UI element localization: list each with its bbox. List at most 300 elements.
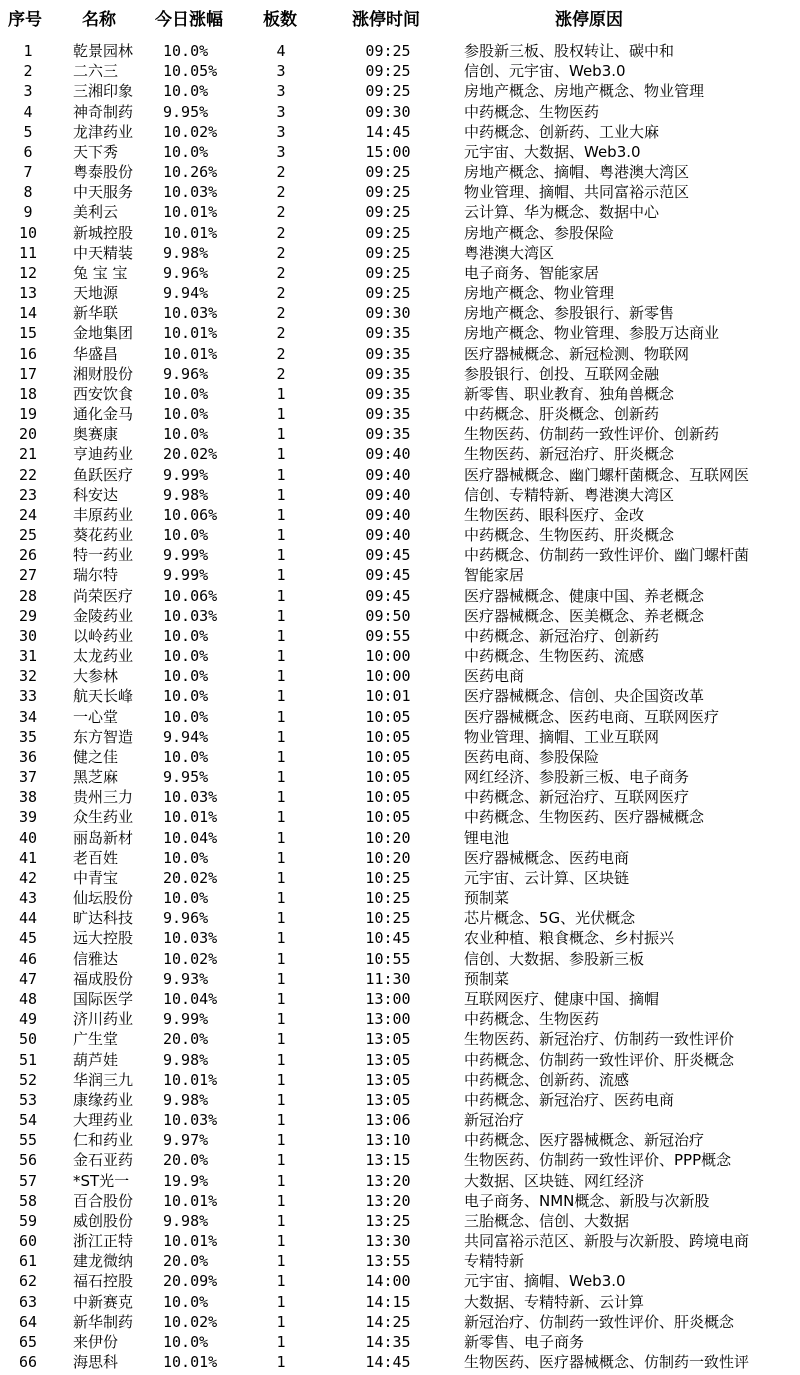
limit-up-time: 11:30 bbox=[365, 969, 411, 988]
limit-up-time: 14:35 bbox=[365, 1332, 411, 1351]
limit-up-reason: 新冠治疗 bbox=[464, 1111, 525, 1129]
limit-up-time: 10:00 bbox=[365, 647, 411, 666]
limit-up-reason: 信创、元宇宙、Web3.0 bbox=[464, 62, 626, 81]
stock-name: 海思科 bbox=[73, 1353, 119, 1372]
limit-up-reason: 大数据、专精特新、云计算 bbox=[464, 1292, 645, 1311]
board-count: 2 bbox=[276, 163, 286, 182]
limit-up-time: 09:45 bbox=[365, 586, 411, 605]
row-index: 5 bbox=[23, 122, 33, 141]
change-percent: 9.95% bbox=[163, 768, 209, 787]
change-percent: 10.06% bbox=[163, 505, 218, 524]
table-row bbox=[0, 807, 800, 827]
stock-name: 二六三 bbox=[73, 62, 119, 81]
board-count: 2 bbox=[276, 304, 286, 323]
limit-up-time: 13:10 bbox=[365, 1131, 411, 1150]
limit-up-reason: 中药概念、生物医药 bbox=[464, 1010, 600, 1029]
table-row bbox=[0, 1150, 800, 1170]
stock-name: 航天长峰 bbox=[73, 687, 134, 706]
board-count: 1 bbox=[276, 485, 286, 504]
board-count: 1 bbox=[276, 1030, 286, 1049]
stock-name: 福石控股 bbox=[73, 1272, 134, 1291]
limit-up-reason: 医疗器械概念、信创、央企国资改革 bbox=[464, 687, 705, 706]
limit-up-reason: 医疗器械概念、医药电商 bbox=[464, 848, 630, 867]
row-index: 39 bbox=[18, 808, 38, 827]
board-count: 1 bbox=[276, 1010, 286, 1029]
change-percent: 10.0% bbox=[163, 425, 209, 444]
board-count: 1 bbox=[276, 747, 286, 766]
stock-name: 新城控股 bbox=[73, 223, 134, 242]
table-row bbox=[0, 1312, 800, 1332]
stock-name: 广生堂 bbox=[73, 1030, 119, 1049]
board-count: 3 bbox=[276, 142, 286, 161]
stock-name: 中天精装 bbox=[73, 243, 134, 262]
stock-name: 新华制药 bbox=[73, 1312, 134, 1331]
row-index: 35 bbox=[18, 727, 38, 746]
stock-name: 建龙微纳 bbox=[73, 1252, 134, 1271]
row-index: 55 bbox=[18, 1131, 38, 1150]
limit-up-time: 09:25 bbox=[365, 82, 411, 101]
table-row bbox=[0, 666, 800, 686]
table-row bbox=[0, 424, 800, 444]
board-count: 1 bbox=[276, 586, 286, 605]
row-index: 59 bbox=[18, 1211, 38, 1230]
limit-up-reason: 生物医药、仿制药一致性评价、创新药 bbox=[464, 425, 720, 444]
change-percent: 10.0% bbox=[163, 707, 209, 726]
board-count: 1 bbox=[276, 1332, 286, 1351]
table-row bbox=[0, 908, 800, 928]
limit-up-reason: 新零售、职业教育、独角兽概念 bbox=[464, 384, 675, 403]
row-index: 41 bbox=[18, 848, 38, 867]
limit-up-time: 09:40 bbox=[365, 465, 411, 484]
stock-name: 国际医学 bbox=[73, 989, 134, 1008]
limit-up-time: 09:35 bbox=[365, 384, 411, 403]
table-row bbox=[0, 787, 800, 807]
board-count: 3 bbox=[276, 122, 286, 141]
row-index: 57 bbox=[18, 1171, 38, 1190]
row-index: 31 bbox=[18, 647, 38, 666]
change-percent: 10.02% bbox=[163, 122, 218, 141]
change-percent: 9.96% bbox=[163, 909, 209, 928]
table-row bbox=[0, 1009, 800, 1029]
board-count: 1 bbox=[276, 929, 286, 948]
limit-up-reason: 生物医药、医疗器械概念、仿制药一致性评 bbox=[464, 1353, 750, 1372]
stock-name: 康缘药业 bbox=[73, 1090, 134, 1109]
row-index: 18 bbox=[18, 384, 38, 403]
change-percent: 10.03% bbox=[163, 1111, 218, 1129]
limit-up-reason: 生物医药、仿制药一致性评价、PPP概念 bbox=[464, 1151, 732, 1170]
board-count: 1 bbox=[276, 1151, 286, 1170]
header-change: 今日涨幅 bbox=[155, 10, 223, 30]
limit-up-time: 13:25 bbox=[365, 1211, 411, 1230]
row-index: 28 bbox=[18, 586, 38, 605]
stock-name: 金陵药业 bbox=[73, 606, 134, 625]
board-count: 1 bbox=[276, 808, 286, 827]
table-row bbox=[0, 1110, 800, 1130]
limit-up-time: 10:05 bbox=[365, 727, 411, 746]
row-index: 2 bbox=[23, 62, 33, 81]
change-percent: 10.0% bbox=[163, 647, 209, 666]
limit-up-reason: 中药概念、新冠治疗、创新药 bbox=[464, 626, 660, 645]
stock-name: 来伊份 bbox=[73, 1332, 119, 1351]
limit-up-time: 09:40 bbox=[365, 526, 411, 545]
row-index: 50 bbox=[18, 1030, 38, 1049]
board-count: 1 bbox=[276, 647, 286, 666]
board-count: 3 bbox=[276, 82, 286, 101]
change-percent: 9.98% bbox=[163, 1211, 209, 1230]
change-percent: 10.0% bbox=[163, 747, 209, 766]
change-percent: 9.98% bbox=[163, 485, 209, 504]
change-percent: 10.05% bbox=[163, 62, 218, 81]
row-index: 54 bbox=[18, 1111, 38, 1129]
limit-up-reason: 医疗器械概念、医美概念、养老概念 bbox=[464, 606, 705, 625]
stock-name: 兔 宝 宝 bbox=[73, 263, 128, 282]
limit-up-reason: 医药电商 bbox=[464, 667, 525, 686]
table-row bbox=[0, 1211, 800, 1231]
limit-up-reason: 房地产概念、物业管理 bbox=[464, 284, 615, 303]
stock-name: 仙坛股份 bbox=[73, 889, 134, 908]
limit-up-reason: 信创、专精特新、粤港澳大湾区 bbox=[464, 485, 675, 504]
board-count: 1 bbox=[276, 1050, 286, 1069]
stock-name: 奥赛康 bbox=[73, 425, 119, 444]
limit-up-time: 09:50 bbox=[365, 606, 411, 625]
table-row bbox=[0, 1070, 800, 1090]
table-row bbox=[0, 1332, 800, 1352]
stock-name: *ST光一 bbox=[73, 1171, 130, 1190]
change-percent: 10.0% bbox=[163, 889, 209, 908]
change-percent: 10.03% bbox=[163, 929, 218, 948]
row-index: 6 bbox=[23, 142, 33, 161]
board-count: 1 bbox=[276, 606, 286, 625]
row-index: 29 bbox=[18, 606, 38, 625]
limit-up-reason: 预制菜 bbox=[464, 889, 510, 908]
limit-up-time: 09:35 bbox=[365, 405, 411, 424]
row-index: 64 bbox=[18, 1312, 38, 1331]
change-percent: 10.0% bbox=[163, 626, 209, 645]
limit-up-reason: 中药概念、生物医药、肝炎概念 bbox=[464, 526, 675, 545]
change-percent: 20.09% bbox=[163, 1272, 218, 1291]
change-percent: 10.0% bbox=[163, 1332, 209, 1351]
row-index: 56 bbox=[18, 1151, 38, 1170]
table-row bbox=[0, 1271, 800, 1291]
table-row bbox=[0, 1029, 800, 1049]
row-index: 53 bbox=[18, 1090, 38, 1109]
limit-up-reason: 元宇宙、云计算、区块链 bbox=[464, 868, 630, 887]
stock-name: 天下秀 bbox=[73, 142, 119, 161]
change-percent: 10.01% bbox=[163, 1191, 218, 1210]
limit-up-time: 10:45 bbox=[365, 929, 411, 948]
limit-up-time: 10:05 bbox=[365, 808, 411, 827]
row-index: 22 bbox=[18, 465, 38, 484]
row-index: 36 bbox=[18, 747, 38, 766]
row-index: 48 bbox=[18, 989, 38, 1008]
stock-name: 美利云 bbox=[73, 203, 119, 222]
limit-up-reason: 元宇宙、摘帽、Web3.0 bbox=[464, 1272, 626, 1291]
change-percent: 10.03% bbox=[163, 788, 218, 807]
stock-name: 东方智造 bbox=[73, 727, 134, 746]
table-row bbox=[0, 949, 800, 969]
change-percent: 10.01% bbox=[163, 808, 218, 827]
table-row bbox=[0, 1191, 800, 1211]
change-percent: 10.01% bbox=[163, 324, 218, 343]
limit-up-reason: 芯片概念、5G、光伏概念 bbox=[464, 909, 636, 928]
board-count: 1 bbox=[276, 727, 286, 746]
row-index: 23 bbox=[18, 485, 38, 504]
limit-up-reason: 医疗器械概念、幽门螺杆菌概念、互联网医 bbox=[464, 465, 750, 484]
stock-name: 济川药业 bbox=[73, 1010, 134, 1029]
limit-up-time: 13:05 bbox=[365, 1030, 411, 1049]
change-percent: 10.0% bbox=[163, 1292, 209, 1311]
table-row bbox=[0, 606, 800, 626]
table-row bbox=[0, 81, 800, 101]
row-index: 30 bbox=[18, 626, 38, 645]
limit-up-reason: 网红经济、参股新三板、电子商务 bbox=[464, 768, 690, 787]
table-row bbox=[0, 243, 800, 263]
row-index: 8 bbox=[23, 183, 33, 202]
row-index: 7 bbox=[23, 163, 33, 182]
change-percent: 9.96% bbox=[163, 364, 209, 383]
change-percent: 9.97% bbox=[163, 1131, 209, 1150]
stock-name: 葫芦娃 bbox=[73, 1050, 119, 1069]
board-count: 1 bbox=[276, 889, 286, 908]
row-index: 62 bbox=[18, 1272, 38, 1291]
stock-name: 黑芝麻 bbox=[73, 768, 119, 787]
limit-up-time: 09:25 bbox=[365, 183, 411, 202]
limit-up-time: 15:00 bbox=[365, 142, 411, 161]
stock-name: 中天服务 bbox=[73, 183, 134, 202]
limit-up-time: 13:20 bbox=[365, 1191, 411, 1210]
limit-up-reason: 物业管理、摘帽、共同富裕示范区 bbox=[464, 183, 690, 202]
board-count: 1 bbox=[276, 1312, 286, 1331]
limit-up-reason: 互联网医疗、健康中国、摘帽 bbox=[464, 989, 660, 1008]
board-count: 2 bbox=[276, 364, 286, 383]
change-percent: 10.0% bbox=[163, 405, 209, 424]
limit-up-time: 13:05 bbox=[365, 1090, 411, 1109]
change-percent: 10.01% bbox=[163, 1070, 218, 1089]
limit-up-reason: 医疗器械概念、健康中国、养老概念 bbox=[464, 586, 705, 605]
limit-up-reason: 物业管理、摘帽、工业互联网 bbox=[464, 727, 660, 746]
board-count: 1 bbox=[276, 768, 286, 787]
limit-up-time: 09:35 bbox=[365, 425, 411, 444]
row-index: 15 bbox=[18, 324, 38, 343]
table-row bbox=[0, 223, 800, 243]
stock-name: 龙津药业 bbox=[73, 122, 134, 141]
board-count: 1 bbox=[276, 868, 286, 887]
row-index: 42 bbox=[18, 868, 38, 887]
board-count: 1 bbox=[276, 848, 286, 867]
limit-up-reason: 中药概念、生物医药、流感 bbox=[464, 647, 645, 666]
limit-up-reason: 中药概念、肝炎概念、创新药 bbox=[464, 405, 660, 424]
table-row bbox=[0, 364, 800, 384]
board-count: 1 bbox=[276, 949, 286, 968]
board-count: 1 bbox=[276, 667, 286, 686]
limit-up-time: 14:15 bbox=[365, 1292, 411, 1311]
table-row bbox=[0, 61, 800, 81]
stock-name: 以岭药业 bbox=[73, 626, 134, 645]
table-row bbox=[0, 263, 800, 283]
table-row bbox=[0, 323, 800, 343]
table-row bbox=[0, 707, 800, 727]
board-count: 1 bbox=[276, 405, 286, 424]
stock-name: 老百姓 bbox=[73, 848, 119, 867]
row-index: 10 bbox=[18, 223, 38, 242]
limit-up-reason: 房地产概念、参股银行、新零售 bbox=[464, 304, 675, 323]
change-percent: 10.01% bbox=[163, 1353, 218, 1372]
table-row bbox=[0, 545, 800, 565]
limit-up-time: 09:45 bbox=[365, 546, 411, 565]
limit-up-time: 09:40 bbox=[365, 505, 411, 524]
limit-up-reason: 参股银行、创投、互联网金融 bbox=[464, 364, 660, 383]
table-row bbox=[0, 747, 800, 767]
change-percent: 19.9% bbox=[163, 1171, 209, 1190]
change-percent: 10.01% bbox=[163, 1232, 218, 1251]
stock-name: 太龙药业 bbox=[73, 647, 134, 666]
stock-name: 中青宝 bbox=[73, 868, 119, 887]
change-percent: 9.99% bbox=[163, 465, 209, 484]
board-count: 1 bbox=[276, 626, 286, 645]
board-count: 1 bbox=[276, 1232, 286, 1251]
board-count: 1 bbox=[276, 1131, 286, 1150]
table-row bbox=[0, 162, 800, 182]
limit-up-reason: 农业种植、粮食概念、乡村振兴 bbox=[464, 929, 675, 948]
limit-up-time: 10:01 bbox=[365, 687, 411, 706]
limit-up-reason: 生物医药、眼科医疗、金改 bbox=[464, 505, 645, 524]
row-index: 21 bbox=[18, 445, 38, 464]
change-percent: 10.01% bbox=[163, 203, 218, 222]
stock-name: 天地源 bbox=[73, 284, 119, 303]
row-index: 4 bbox=[23, 102, 33, 121]
limit-up-reason: 共同富裕示范区、新股与次新股、跨境电商 bbox=[464, 1232, 750, 1251]
stock-name: 丽岛新材 bbox=[73, 828, 134, 847]
limit-up-reason: 医疗器械概念、新冠检测、物联网 bbox=[464, 344, 690, 363]
limit-up-reason: 房地产概念、摘帽、粤港澳大湾区 bbox=[464, 163, 690, 182]
board-count: 3 bbox=[276, 62, 286, 81]
limit-up-time: 10:20 bbox=[365, 848, 411, 867]
change-percent: 10.04% bbox=[163, 828, 218, 847]
change-percent: 9.99% bbox=[163, 1010, 209, 1029]
limit-up-time: 09:40 bbox=[365, 485, 411, 504]
row-index: 20 bbox=[18, 425, 38, 444]
board-count: 1 bbox=[276, 828, 286, 847]
stock-name: 亨迪药业 bbox=[73, 445, 134, 464]
row-index: 33 bbox=[18, 687, 38, 706]
row-index: 13 bbox=[18, 284, 38, 303]
change-percent: 20.0% bbox=[163, 1030, 209, 1049]
limit-up-reason: 预制菜 bbox=[464, 969, 510, 988]
limit-up-reason: 电子商务、NMN概念、新股与次新股 bbox=[464, 1191, 710, 1210]
limit-up-reason: 中药概念、生物医药 bbox=[464, 102, 600, 121]
row-index: 3 bbox=[23, 82, 33, 101]
stock-name: 中新赛克 bbox=[73, 1292, 134, 1311]
limit-up-time: 14:25 bbox=[365, 1312, 411, 1331]
row-index: 9 bbox=[23, 203, 33, 222]
table-row bbox=[0, 1090, 800, 1110]
board-count: 1 bbox=[276, 1353, 286, 1372]
row-index: 16 bbox=[18, 344, 38, 363]
board-count: 1 bbox=[276, 707, 286, 726]
header-index: 序号 bbox=[8, 10, 42, 30]
change-percent: 9.96% bbox=[163, 263, 209, 282]
board-count: 1 bbox=[276, 989, 286, 1008]
table-row bbox=[0, 727, 800, 747]
board-count: 2 bbox=[276, 243, 286, 262]
row-index: 1 bbox=[23, 42, 33, 60]
stock-name: 百合股份 bbox=[73, 1191, 134, 1210]
stock-name: 特一药业 bbox=[73, 546, 134, 565]
limit-up-time: 09:25 bbox=[365, 62, 411, 81]
row-index: 49 bbox=[18, 1010, 38, 1029]
limit-up-time: 09:40 bbox=[365, 445, 411, 464]
limit-up-time: 09:30 bbox=[365, 102, 411, 121]
row-index: 43 bbox=[18, 889, 38, 908]
limit-up-reason: 中药概念、创新药、流感 bbox=[464, 1070, 630, 1089]
table-row bbox=[0, 303, 800, 323]
stock-name: 粤泰股份 bbox=[73, 163, 134, 182]
stock-name: 鱼跃医疗 bbox=[73, 465, 134, 484]
table-row bbox=[0, 41, 800, 61]
limit-up-time: 14:00 bbox=[365, 1272, 411, 1291]
limit-up-reason: 智能家居 bbox=[464, 566, 525, 585]
limit-up-reason: 新零售、电子商务 bbox=[464, 1332, 585, 1351]
board-count: 1 bbox=[276, 1090, 286, 1109]
stock-name: 乾景园林 bbox=[73, 42, 134, 60]
header-name: 名称 bbox=[82, 10, 116, 30]
stock-name: 浙江正特 bbox=[73, 1232, 134, 1251]
limit-up-time: 09:25 bbox=[365, 203, 411, 222]
limit-up-time: 10:25 bbox=[365, 909, 411, 928]
limit-up-reason: 信创、大数据、参股新三板 bbox=[464, 949, 645, 968]
limit-up-time: 13:15 bbox=[365, 1151, 411, 1170]
limit-up-reason: 医疗器械概念、医药电商、互联网医疗 bbox=[464, 707, 720, 726]
change-percent: 9.99% bbox=[163, 566, 209, 585]
stock-name: 贵州三力 bbox=[73, 788, 134, 807]
limit-up-reason: 大数据、区块链、网红经济 bbox=[464, 1171, 645, 1190]
table-row bbox=[0, 1130, 800, 1150]
row-index: 52 bbox=[18, 1070, 38, 1089]
stock-name: 福成股份 bbox=[73, 969, 134, 988]
limit-up-time: 10:20 bbox=[365, 828, 411, 847]
board-count: 1 bbox=[276, 969, 286, 988]
limit-up-time: 10:05 bbox=[365, 707, 411, 726]
row-index: 26 bbox=[18, 546, 38, 565]
change-percent: 10.0% bbox=[163, 42, 209, 60]
row-index: 17 bbox=[18, 364, 38, 383]
limit-up-time: 13:20 bbox=[365, 1171, 411, 1190]
stock-name: 大理药业 bbox=[73, 1111, 134, 1129]
limit-up-time: 09:25 bbox=[365, 284, 411, 303]
board-count: 1 bbox=[276, 505, 286, 524]
row-index: 11 bbox=[18, 243, 38, 262]
table-row bbox=[0, 102, 800, 122]
header-limit-time: 涨停时间 bbox=[352, 10, 420, 30]
limit-up-reason: 生物医药、新冠治疗、仿制药一致性评价 bbox=[464, 1030, 735, 1049]
board-count: 1 bbox=[276, 445, 286, 464]
limit-up-reason: 中药概念、医疗器械概念、新冠治疗 bbox=[464, 1131, 705, 1150]
header-boards: 板数 bbox=[263, 10, 297, 30]
limit-up-reason: 中药概念、仿制药一致性评价、肝炎概念 bbox=[464, 1050, 735, 1069]
board-count: 1 bbox=[276, 526, 286, 545]
limit-up-time: 10:05 bbox=[365, 788, 411, 807]
board-count: 1 bbox=[276, 425, 286, 444]
row-index: 27 bbox=[18, 566, 38, 585]
change-percent: 9.94% bbox=[163, 284, 209, 303]
change-percent: 9.98% bbox=[163, 1050, 209, 1069]
change-percent: 10.0% bbox=[163, 848, 209, 867]
change-percent: 10.06% bbox=[163, 586, 218, 605]
table-row bbox=[0, 646, 800, 666]
change-percent: 9.99% bbox=[163, 546, 209, 565]
table-row bbox=[0, 525, 800, 545]
limit-up-time: 09:45 bbox=[365, 566, 411, 585]
